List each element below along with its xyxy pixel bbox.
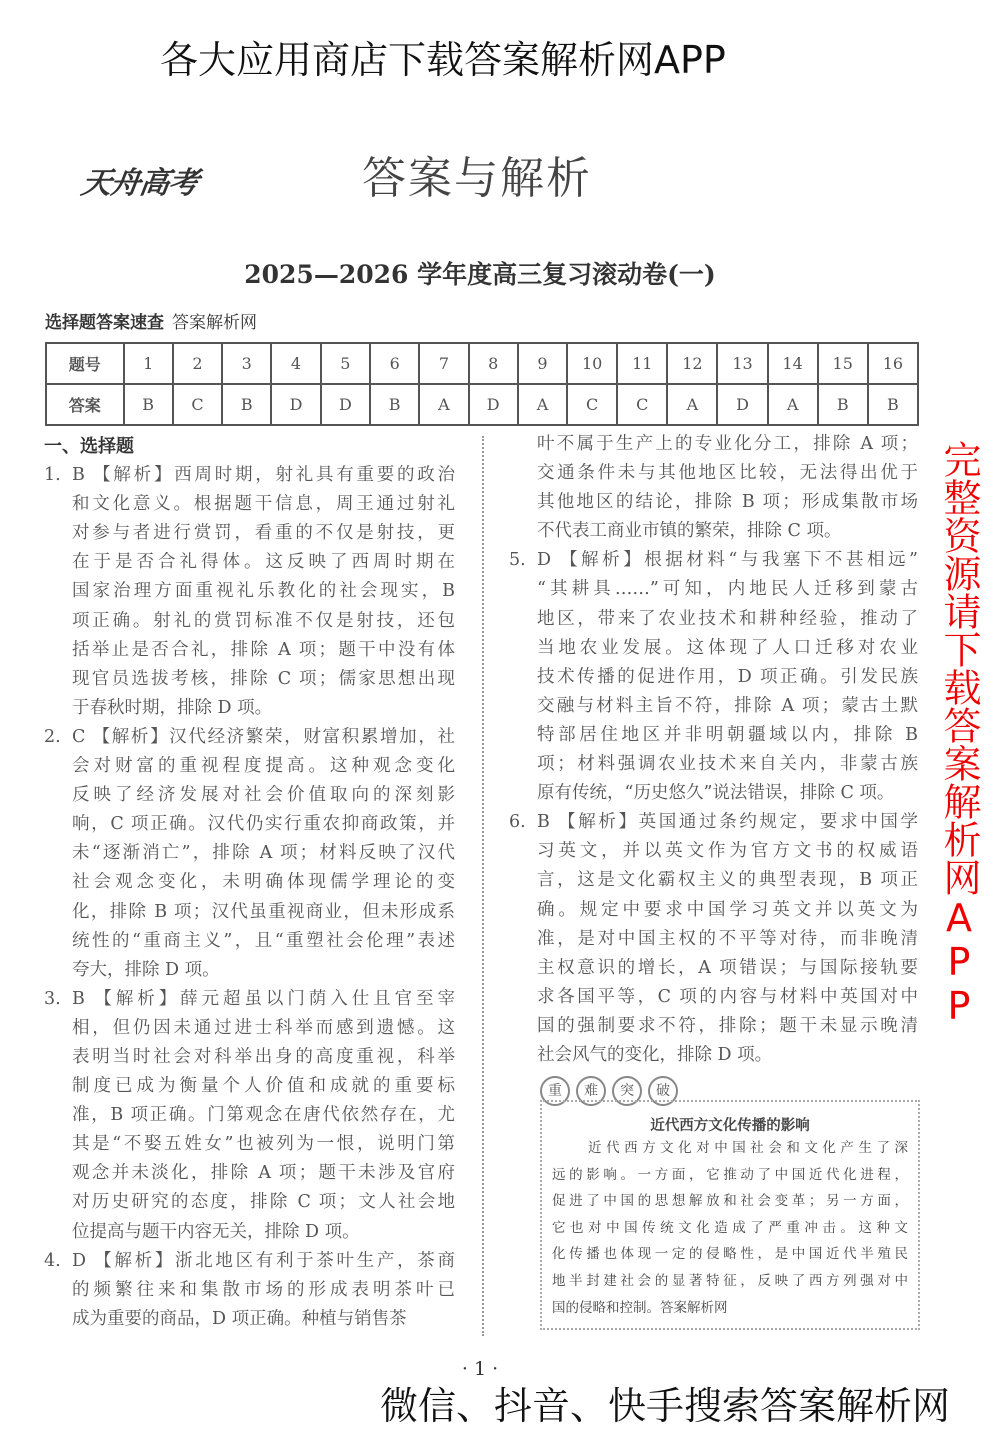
key-box-line: 国的侵略和控制。答案解析网 bbox=[552, 1299, 728, 1316]
answer-cell: B bbox=[370, 384, 419, 425]
key-badge: 重 bbox=[540, 1076, 570, 1106]
question-number: 4 bbox=[271, 343, 320, 384]
text-line: C 【解析】汉代经济繁荣，财富积累增加，社 bbox=[72, 726, 455, 747]
row-label: 答案 bbox=[46, 384, 124, 425]
watermark: 微信、抖音、快手搜索答案解析网 bbox=[380, 1384, 951, 1428]
answer-cell: B bbox=[222, 384, 271, 425]
quick-check-label: 选择题答案速查 bbox=[45, 313, 164, 333]
row-label: 题号 bbox=[46, 343, 124, 384]
answer-cell: A bbox=[419, 384, 468, 425]
text-line: 成为重要的商品，D 项正确。种植与销售茶 bbox=[72, 1308, 407, 1329]
text-line: B 【解析】英国通过条约规定，要求中国学 bbox=[537, 812, 918, 833]
text-line: 的频繁往来和集散市场的形成表明茶叶已 bbox=[72, 1279, 455, 1300]
text-line: 技术传播的促进作用，D 项正确。引发民族 bbox=[537, 666, 918, 687]
question-number: 6 bbox=[370, 343, 419, 384]
quick-check-heading bbox=[45, 308, 257, 333]
text-line: 主权意识的增长，A 项错误；与国际接轨要 bbox=[537, 957, 918, 978]
text-line: 括举止是否合礼，排除 A 项；题干中没有体 bbox=[72, 639, 455, 660]
text-line: 观念并未淡化，排除 A 项；题干未涉及官府 bbox=[72, 1163, 455, 1184]
text-line: D 【解析】根据材料“与我塞下不甚相远” bbox=[537, 550, 918, 571]
text-line: 位提高与题干内容无关，排除 D 项。 bbox=[72, 1221, 360, 1242]
text-line: 其是“不娶五姓女”也被列为一恨，说明门第 bbox=[72, 1134, 455, 1155]
question-number: 11 bbox=[617, 343, 667, 384]
text-line: 不代表工商业市镇的繁荣，排除 C 项。 bbox=[537, 521, 842, 542]
text-line: 特部居住地区并非明朝疆域以内，排除 B bbox=[537, 724, 918, 745]
question-number: 7 bbox=[419, 343, 468, 384]
answer-cell: C bbox=[617, 384, 667, 425]
text-line: 准，B 项正确。门第观念在唐代依然存在，尤 bbox=[72, 1105, 455, 1126]
item-number: 4. bbox=[44, 1250, 61, 1271]
text-line: 习英文，并以英文作为官方文书的权威语 bbox=[537, 841, 918, 862]
item-number: 1. bbox=[44, 465, 61, 486]
key-box-line: 近代西方文化对中国社会和文化产生了深 bbox=[552, 1140, 908, 1156]
key-box-title: 近代西方文化传播的影响 bbox=[650, 1118, 810, 1134]
item-number: 5. bbox=[509, 550, 526, 571]
answer-cell: D bbox=[271, 384, 320, 425]
header-title: 答案与解析 bbox=[362, 153, 592, 204]
answer-item bbox=[44, 985, 455, 1247]
text-line: 原有传统，“历史悠久”说法错误，排除 C 项。 bbox=[537, 783, 895, 804]
answer-cell: B bbox=[818, 384, 868, 425]
page-number: · 1 · bbox=[461, 1358, 499, 1380]
text-line: B 【解析】西周时期，射礼具有重要的政治 bbox=[72, 465, 455, 486]
text-line: 于春秋时期，排除 D 项。 bbox=[72, 697, 273, 718]
text-line: 表明当时社会对科举出身的高度重视，科举 bbox=[72, 1046, 455, 1067]
text-line: 求各国平等，C 项的内容与材料中英国对中 bbox=[537, 986, 918, 1007]
item-number: 2. bbox=[44, 726, 61, 747]
section-title: 一、选择题 bbox=[44, 436, 134, 457]
answer-cell: B bbox=[868, 384, 918, 425]
answer-item bbox=[44, 723, 455, 985]
text-line: 对参与者进行赏罚，看重的不仅是射技，更 bbox=[72, 523, 455, 544]
key-badge: 难 bbox=[576, 1076, 606, 1106]
answer-cell: C bbox=[567, 384, 617, 425]
text-line: 言，这是文化霸权主义的典型表现，B 项正 bbox=[537, 870, 918, 891]
text-line: 当地农业发展。这体现了人口迁移对农业 bbox=[537, 637, 918, 658]
key-box-line: 促进了中国的思想解放和社会变革；另一方面， bbox=[552, 1193, 908, 1210]
text-line: 化，排除 B 项；汉代虽重视商业，但未形成系 bbox=[72, 901, 455, 922]
answer-cell: D bbox=[469, 384, 518, 425]
question-number: 16 bbox=[868, 343, 918, 384]
answer-table-number-row bbox=[46, 343, 918, 384]
text-line: D 【解析】浙北地区有利于茶叶生产，茶商 bbox=[72, 1250, 455, 1271]
question-number: 9 bbox=[518, 343, 567, 384]
question-number: 14 bbox=[768, 343, 818, 384]
question-number: 5 bbox=[321, 343, 370, 384]
question-number: 8 bbox=[469, 343, 518, 384]
right-column bbox=[509, 430, 918, 1070]
key-box-line: 化传播也体现一定的侵略性，是中国近代半殖民 bbox=[552, 1246, 908, 1263]
answer-cell: D bbox=[717, 384, 767, 425]
question-number: 15 bbox=[818, 343, 868, 384]
answer-table-answer-row bbox=[46, 384, 918, 425]
text-line: 对历史研究的态度，排除 C 项；文人社会地 bbox=[72, 1192, 455, 1213]
item-number: 3. bbox=[44, 988, 61, 1009]
key-point-box bbox=[540, 1100, 920, 1330]
text-line: 交通条件未与其他地区比较，无法得出优于 bbox=[537, 463, 918, 484]
answer-cell: A bbox=[768, 384, 818, 425]
key-box-line: 地半封建社会的显著特征，反映了西方列强对中 bbox=[552, 1272, 908, 1289]
answer-item bbox=[509, 546, 918, 808]
answer-cell: C bbox=[173, 384, 222, 425]
question-number: 10 bbox=[567, 343, 617, 384]
answer-cell: A bbox=[667, 384, 717, 425]
left-column bbox=[44, 432, 455, 1334]
text-line: 在于是否合礼得体。这反映了西周时期在 bbox=[72, 552, 455, 573]
paper-title: 2025—2026 学年度高三复习滚动卷(一) bbox=[244, 260, 716, 289]
answer-item bbox=[44, 461, 455, 723]
question-number: 1 bbox=[124, 343, 173, 384]
text-line: 国的强制要求不符，排除；题干未显示晚清 bbox=[537, 1015, 918, 1036]
text-line: 社会观念变化，未明确体现儒学理论的变 bbox=[72, 872, 455, 893]
text-line: 国家治理方面重视礼乐教化的社会现实，B bbox=[72, 581, 455, 602]
text-line: 响，C 项正确。汉代仍实行重农抑商政策，并 bbox=[72, 814, 455, 835]
text-line: 统性的“重商主义”，且“重塑社会伦理”表述 bbox=[72, 930, 455, 951]
text-line: “其耕具……”可知，内地民人迁移到蒙古 bbox=[537, 579, 918, 600]
text-line: 地区，带来了农业技术和耕种经验，推动了 bbox=[537, 608, 918, 629]
key-badge: 突 bbox=[612, 1076, 642, 1106]
text-line: 项；材料强调农业技术来自关内，非蒙古族 bbox=[537, 754, 918, 775]
answer-cell: D bbox=[321, 384, 370, 425]
answer-item bbox=[44, 1247, 455, 1334]
column-divider bbox=[482, 436, 484, 1336]
publisher-logo: 天舟高考 bbox=[79, 166, 200, 201]
text-line: 叶不属于生产上的专业化分工，排除 A 项； bbox=[537, 434, 918, 454]
text-line: 夸大，排除 D 项。 bbox=[72, 959, 220, 980]
text-line: 相，但仍因未通过进士科举而感到遗憾。这 bbox=[72, 1017, 455, 1038]
text-line: 未“逐渐消亡”，排除 A 项；材料反映了汉代 bbox=[72, 843, 455, 864]
text-line: 项正确。射礼的赏罚标准不仅是射技，还包 bbox=[72, 610, 455, 631]
watermark: 各大应用商店下载答案解析网APP bbox=[160, 38, 726, 82]
text-line: 制度已成为衡量个人价值和成就的重要标 bbox=[72, 1076, 455, 1097]
text-line: 准，是对中国主权的不平等对待，而非晚清 bbox=[537, 928, 918, 949]
answer-cell: A bbox=[518, 384, 567, 425]
watermark: 完整资源请下载答案解析网APP bbox=[937, 440, 981, 1028]
answer-cell: B bbox=[124, 384, 173, 425]
key-badge: 破 bbox=[648, 1076, 678, 1106]
answer-table bbox=[45, 342, 919, 426]
answer-item bbox=[537, 430, 918, 546]
text-line: 社会风气的变化，排除 D 项。 bbox=[537, 1044, 773, 1065]
question-number: 13 bbox=[717, 343, 767, 384]
key-box-line: 它也对中国传统文化造成了严重冲击。这种文 bbox=[552, 1219, 908, 1236]
text-line: 现官员选拔考核，排除 C 项；儒家思想出现 bbox=[72, 668, 455, 689]
item-number: 6. bbox=[509, 812, 526, 833]
text-line: B 【解析】薛元超虽以门荫入仕且官至宰 bbox=[72, 988, 455, 1009]
question-number: 3 bbox=[222, 343, 271, 384]
text-line: 交融与材料主旨不符，排除 A 项；蒙古土默 bbox=[537, 695, 918, 716]
key-box-line: 远的影响。一方面，它推动了中国近代化进程， bbox=[552, 1166, 908, 1183]
quick-check-sub: 答案解析网 bbox=[172, 313, 257, 333]
text-line: 确。规定中要求中国学习英文并以英文为 bbox=[537, 899, 918, 920]
text-line: 其他地区的结论，排除 B 项；形成集散市场 bbox=[537, 492, 918, 513]
text-line: 和文化意义。根据题干信息，周王通过射礼 bbox=[72, 494, 455, 515]
text-line: 反映了经济发展对社会价值取向的深刻影 bbox=[72, 785, 455, 806]
question-number: 12 bbox=[667, 343, 717, 384]
answer-item bbox=[509, 808, 918, 1070]
question-number: 2 bbox=[173, 343, 222, 384]
text-line: 会对财富的重视程度提高。这种观念变化 bbox=[72, 756, 455, 777]
